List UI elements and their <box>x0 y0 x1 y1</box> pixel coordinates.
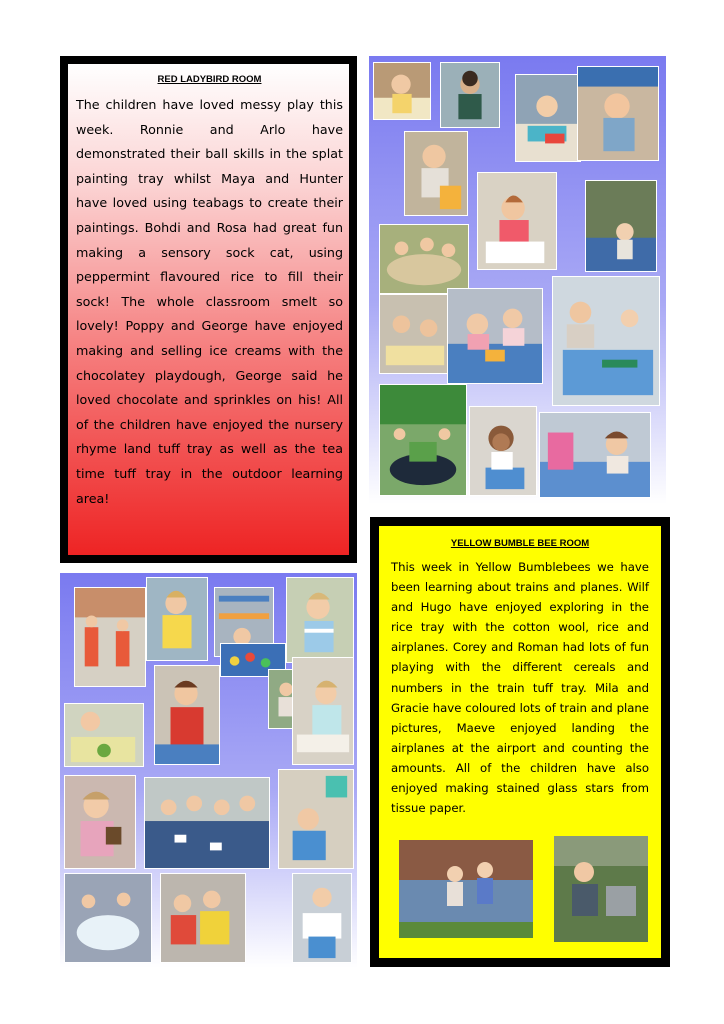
photo-outdoor-playhouse <box>379 384 467 496</box>
photo-girl-figurines <box>64 775 136 869</box>
photo-children-sitting <box>160 873 246 963</box>
photo-girls-crafting <box>447 288 543 384</box>
red-ladybird-room-text: The children have loved messy play this week. Ronnie and Arlo have demonstrated their ball skills in the splat painting tray whilst Maya and Hunter have loved using teabags to create their paintings. Bohdi and Rosa had great fun making a sensory sock cat, using peppermint flavoured rice to fill their sock! The whole classroom smelt so lovely! Poppy and George have enjoyed making and selling ice creams with the chocolatey playdough, George said he loved chocolate and sprinkles on his! All of the children have enjoyed the nursery rhyme land tuff tray as well as the tea time tuff tray in the outdoor learning area! <box>76 97 343 506</box>
photo-water-tub <box>64 873 152 963</box>
photo-child-writing <box>292 657 354 765</box>
yellow-bumble-bee-room-title: YELLOW BUMBLE BEE ROOM <box>450 538 590 549</box>
photo-table-activity <box>379 294 451 374</box>
photo-tuff-tray-group <box>379 224 469 294</box>
red-ladybird-room-panel <box>60 56 357 563</box>
photo-child-curly-hair <box>469 406 537 496</box>
photo-child-red-apron <box>154 665 220 765</box>
red-room-photo-collage <box>369 56 666 504</box>
yellow-bumble-bee-room-text: This week in Yellow Bumblebees we have been learning about trains and planes. Wilf and Hugo have enjoyed exploring in the rice tray with the cotton wool, rice and airplanes. Corey and Roman had lots of fun playing with the different cereals and numbers in the train tuff tray. Mila and Gracie have coloured lots of train and plane pictures, Maeve enjoyed landing the airplanes at the airport and counting the amounts. All of the children have also enjoyed making stained glass stars from tissue paper. <box>391 560 649 816</box>
red-ladybird-room-title: RED LADYBIRD ROOM <box>157 74 262 85</box>
photo-child-stripes <box>286 577 354 663</box>
photo-child-dark-top <box>440 62 500 128</box>
photo-child-painting-yellow <box>146 577 208 661</box>
photo-child-blonde <box>373 62 431 120</box>
red-ladybird-room-content <box>68 64 349 555</box>
photo-child-chair <box>404 131 468 216</box>
photo-water-tray <box>552 276 660 406</box>
photo-painting-table <box>515 74 581 162</box>
photo-children-outdoor-wall <box>399 840 533 938</box>
yellow-bumble-bee-room-panel <box>370 517 670 967</box>
photo-outdoor-child <box>585 180 657 272</box>
photo-sensory-activity <box>477 172 557 270</box>
photo-child-boy-play <box>577 66 659 161</box>
yellow-bumble-bee-room-content <box>379 526 661 958</box>
photo-floor-play-group <box>144 777 270 869</box>
photo-child-garden-tools <box>554 836 648 942</box>
photo-child-certificate <box>292 873 352 963</box>
photo-child-blocks <box>539 412 651 498</box>
yellow-room-photo-collage <box>60 573 357 968</box>
photo-classroom-aprons <box>74 587 146 687</box>
photo-child-stars <box>278 769 354 869</box>
photo-child-green-tray <box>64 703 144 767</box>
